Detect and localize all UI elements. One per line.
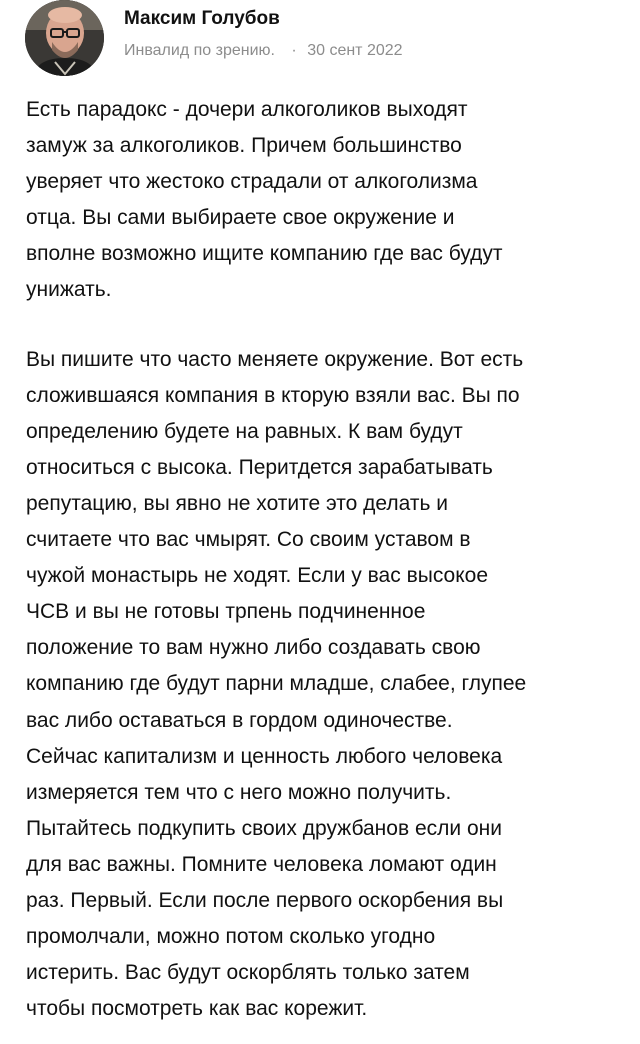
text-line: чтобы посмотреть как вас корежит. <box>26 997 368 1021</box>
text-line: считаете что вас чмырят. Со своим уставом в <box>26 528 471 552</box>
avatar[interactable] <box>25 0 104 76</box>
text-line: Есть парадокс - дочери алкоголиков выходят <box>26 98 468 121</box>
text-line: замуж за алкоголиков. Причем большинство <box>26 134 462 158</box>
text-line: определению будете на равных. К вам будут <box>26 419 463 443</box>
text-line: ЧСВ и вы не готовы трпень подчиненное <box>26 600 426 624</box>
author-name[interactable]: Максим Голубов <box>124 8 280 29</box>
text-line: для вас важны. Помните человека ломают один <box>26 852 497 876</box>
text-line: относиться с высока. Перитдется зарабатывать <box>26 455 493 479</box>
text-line: чужой монастырь не ходят. Если у вас высокое <box>26 564 489 588</box>
text-line: сложившаяся компания в кторую взяли вас. Вы по <box>26 383 520 407</box>
meta-separator: · <box>291 42 297 59</box>
post-header <box>25 0 625 80</box>
text-line: компанию где будут парни младше, слабее, глупее <box>26 672 527 696</box>
text-line: Сейчас капитализм и ценность любого человека <box>26 744 503 768</box>
text-line: Вы пишите что часто меняете окружение. Вот есть <box>26 347 524 371</box>
text-line: уверяет что жестоко страдали от алкоголизма <box>26 170 478 194</box>
paragraph-1 <box>26 92 626 309</box>
author-subtitle: Инвалид по зрению. <box>124 42 275 59</box>
paragraph-gap <box>26 309 626 342</box>
post-meta <box>124 42 403 60</box>
post-body <box>26 92 626 1027</box>
text-line: Пытайтесь подкупить своих дружбанов если они <box>26 816 502 840</box>
text-line: репутацию, вы явно не хотите это делать и <box>26 491 449 515</box>
text-line: отца. Вы сами выбираете свое окружение и <box>26 206 455 230</box>
text-line: измеряется тем что с него можно получить. <box>26 780 452 804</box>
paragraph-2 <box>26 342 626 1028</box>
text-line: раз. Первый. Если после первого оскорбения вы <box>26 888 504 912</box>
text-line: промолчали, можно потом сколько угодно <box>26 925 436 949</box>
text-line: положение то вам нужно либо создавать свою <box>26 636 481 660</box>
text-line: вполне возможно ищите компанию где вас будут <box>26 242 503 266</box>
post-date: 30 сент 2022 <box>307 42 403 59</box>
text-line: вас либо оставаться в гордом одиночестве. <box>26 708 453 732</box>
text-line: истерить. Вас будут оскорблять только затем <box>26 961 470 985</box>
text-line: унижать. <box>26 278 112 302</box>
user-photo-icon <box>25 0 104 76</box>
